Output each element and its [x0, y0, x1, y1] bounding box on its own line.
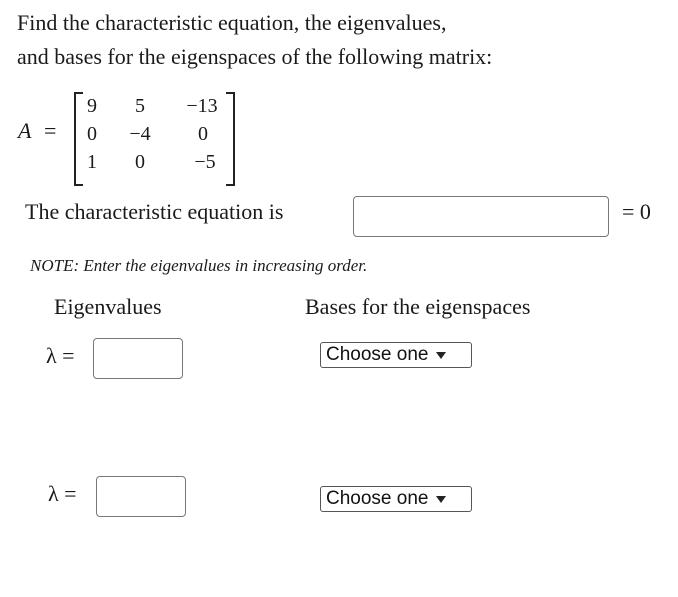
matrix-cell: 0 [87, 123, 97, 145]
prompt-line-2: and bases for the eigenspaces of the following matrix: [17, 44, 493, 69]
basis-select[interactable] [320, 342, 472, 368]
characteristic-equation-label: The characteristic equation is [25, 199, 284, 224]
matrix-equals: = [44, 118, 57, 143]
matrix-right-bracket [226, 92, 235, 186]
matrix-cell: 5 [135, 95, 145, 117]
matrix-cell: 9 [87, 95, 97, 117]
chevron-down-icon [436, 496, 446, 503]
chevron-down-icon [436, 352, 446, 359]
lambda-label: λ = [46, 343, 75, 368]
basis-select[interactable] [320, 486, 472, 512]
matrix-cell: 0 [198, 123, 208, 145]
ordering-note: NOTE: Enter the eigenvalues in increasing order. [30, 256, 368, 275]
matrix-cell: 0 [135, 151, 145, 173]
matrix-cell: −13 [186, 95, 218, 117]
basis-select-label: Choose one [326, 344, 429, 365]
eigenvalue-input[interactable] [96, 476, 186, 517]
problem-prompt [17, 6, 667, 74]
bases-header: Bases for the eigenspaces [305, 294, 531, 319]
equals-zero: = 0 [622, 199, 651, 224]
basis-select-label: Choose one [326, 488, 429, 509]
matrix-cell: −5 [194, 151, 216, 173]
lambda-label: λ = [48, 481, 77, 506]
eigenvalues-header: Eigenvalues [54, 294, 162, 319]
characteristic-equation-input[interactable] [353, 196, 609, 237]
eigenvalue-input[interactable] [93, 338, 183, 379]
matrix-name: A [18, 118, 32, 143]
prompt-line-1: Find the characteristic equation, the eigenvalues, [17, 10, 447, 35]
matrix-cell: 1 [87, 151, 97, 173]
matrix-cell: −4 [129, 123, 151, 145]
